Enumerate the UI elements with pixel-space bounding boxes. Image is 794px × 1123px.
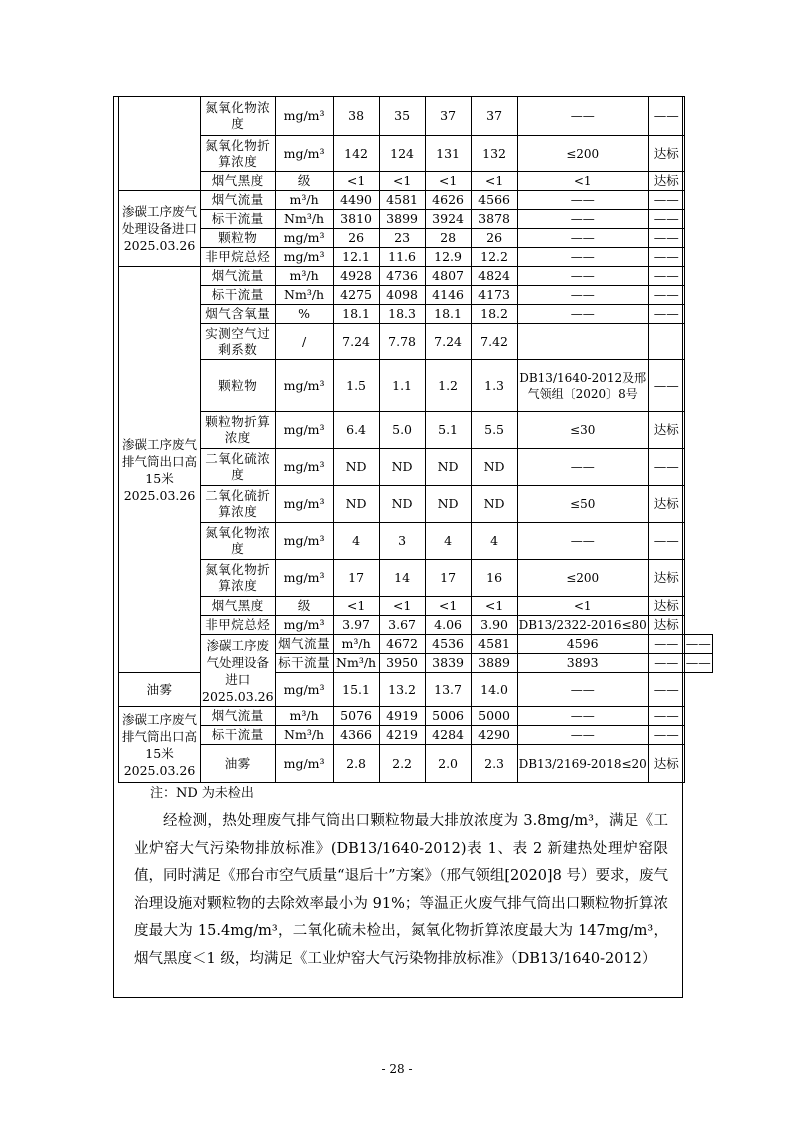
- value-cell: 14.0: [471, 673, 517, 707]
- table-row: [119, 191, 713, 210]
- value-cell: 18.1: [333, 305, 379, 324]
- value-cell: 2.3: [471, 745, 517, 783]
- standard-cell: DB13/2322-2016≤80: [517, 616, 648, 635]
- standard-cell: ——: [517, 210, 648, 229]
- value-cell: 17: [425, 560, 471, 597]
- value-cell: 1.1: [379, 360, 425, 412]
- item-cell: 烟气流量: [201, 707, 276, 726]
- value-cell: 4928: [333, 267, 379, 286]
- unit-cell: m³/h: [275, 191, 333, 210]
- table-body: [119, 97, 713, 783]
- value-cell: 5.0: [379, 412, 425, 449]
- item-cell: 烟气流量: [201, 191, 276, 210]
- item-cell: 颗粒物折算浓度: [201, 412, 276, 449]
- value-cell: 4275: [333, 286, 379, 305]
- result-cell: ——: [648, 248, 684, 267]
- unit-cell: Nm³/h: [275, 726, 333, 745]
- value-cell: 5.1: [425, 412, 471, 449]
- result-cell: ——: [648, 305, 684, 324]
- value-cell: 4807: [425, 267, 471, 286]
- value-cell: 4284: [425, 726, 471, 745]
- value-cell: 131: [425, 136, 471, 172]
- standard-cell: ——: [517, 286, 648, 305]
- result-cell: [648, 324, 684, 360]
- result-cell: 达标: [648, 136, 684, 172]
- value-cell: 4672: [379, 635, 425, 654]
- table-row: [119, 324, 713, 360]
- value-cell: 12.2: [471, 248, 517, 267]
- table-row: [119, 412, 713, 449]
- value-cell: <1: [471, 172, 517, 191]
- value-cell: 11.6: [379, 248, 425, 267]
- item-cell: 实测空气过剩系数: [201, 324, 276, 360]
- value-cell: 7.24: [333, 324, 379, 360]
- value-cell: 3878: [471, 210, 517, 229]
- value-cell: 15.1: [333, 673, 379, 707]
- value-cell: 6.4: [333, 412, 379, 449]
- value-cell: 14: [379, 560, 425, 597]
- table-row: [119, 523, 713, 560]
- result-cell: ——: [648, 267, 684, 286]
- value-cell: 4: [333, 523, 379, 560]
- standard-cell: ——: [517, 707, 648, 726]
- table-row: [119, 97, 713, 136]
- value-cell: 16: [471, 560, 517, 597]
- result-cell: ——: [648, 360, 684, 412]
- unit-cell: mg/m³: [275, 248, 333, 267]
- standard-cell: DB13/1640-2012及邢气领组〔2020〕8号: [517, 360, 648, 412]
- value-cell: 3950: [379, 654, 425, 673]
- item-cell: 烟气流量: [201, 267, 276, 286]
- table-row: [119, 616, 713, 635]
- result-cell: 达标: [648, 172, 684, 191]
- value-cell: <1: [425, 172, 471, 191]
- item-cell: 二氧化硫折算浓度: [201, 486, 276, 523]
- standard-cell: ——: [517, 305, 648, 324]
- item-cell: 非甲烷总烃: [201, 616, 276, 635]
- unit-cell: mg/m³: [275, 97, 333, 136]
- table-row: [119, 560, 713, 597]
- unit-cell: mg/m³: [275, 523, 333, 560]
- standard-cell: ——: [648, 654, 684, 673]
- table-row: [119, 635, 713, 654]
- result-cell: 达标: [648, 560, 684, 597]
- value-cell: 1.5: [333, 360, 379, 412]
- value-cell: 4: [425, 523, 471, 560]
- value-cell: <1: [425, 597, 471, 616]
- value-cell: 4596: [517, 635, 648, 654]
- unit-cell: /: [275, 324, 333, 360]
- value-cell: 5006: [425, 707, 471, 726]
- item-cell: 非甲烷总烃: [201, 248, 276, 267]
- value-cell: 38: [333, 97, 379, 136]
- value-cell: 4098: [379, 286, 425, 305]
- standard-cell: ≤200: [517, 136, 648, 172]
- value-cell: 23: [379, 229, 425, 248]
- standard-cell: ——: [517, 229, 648, 248]
- location-cell: 渗碳工序废气排气筒出口高15米 2025.03.26: [119, 707, 201, 783]
- value-cell: 37: [471, 97, 517, 136]
- table-row: [119, 597, 713, 616]
- unit-cell: mg/m³: [275, 486, 333, 523]
- result-cell: 达标: [648, 616, 684, 635]
- result-cell: ——: [648, 523, 684, 560]
- value-cell: 4173: [471, 286, 517, 305]
- value-cell: 18.3: [379, 305, 425, 324]
- table-row: [119, 267, 713, 286]
- value-cell: 132: [471, 136, 517, 172]
- value-cell: 3.90: [471, 616, 517, 635]
- value-cell: 3924: [425, 210, 471, 229]
- value-cell: 3.67: [379, 616, 425, 635]
- value-cell: ND: [333, 449, 379, 486]
- standard-cell: ≤50: [517, 486, 648, 523]
- result-cell: ——: [648, 286, 684, 305]
- unit-cell: Nm³/h: [333, 654, 379, 673]
- value-cell: 5.5: [471, 412, 517, 449]
- item-cell: 氮氧化物浓度: [201, 97, 276, 136]
- unit-cell: Nm³/h: [275, 286, 333, 305]
- value-cell: ND: [425, 486, 471, 523]
- item-cell: 烟气流量: [275, 635, 333, 654]
- unit-cell: mg/m³: [275, 449, 333, 486]
- value-cell: 3899: [379, 210, 425, 229]
- value-cell: 4536: [425, 635, 471, 654]
- unit-cell: 级: [275, 172, 333, 191]
- page-number: - 28 -: [381, 1062, 413, 1076]
- standard-cell: <1: [517, 172, 648, 191]
- item-cell: 氮氧化物折算浓度: [201, 136, 276, 172]
- item-cell: 颗粒物: [201, 229, 276, 248]
- result-cell: 达标: [648, 486, 684, 523]
- value-cell: 4.06: [425, 616, 471, 635]
- value-cell: 28: [425, 229, 471, 248]
- result-cell: ——: [648, 726, 684, 745]
- standard-cell: ——: [517, 523, 648, 560]
- value-cell: ND: [333, 486, 379, 523]
- value-cell: ND: [471, 486, 517, 523]
- value-cell: 1.2: [425, 360, 471, 412]
- value-cell: 4581: [379, 191, 425, 210]
- value-cell: 7.78: [379, 324, 425, 360]
- table-row: [119, 360, 713, 412]
- value-cell: 5000: [471, 707, 517, 726]
- standard-cell: DB13/2169-2018≤20: [517, 745, 648, 783]
- table-row: [119, 248, 713, 267]
- result-cell: ——: [684, 635, 712, 654]
- value-cell: 3839: [425, 654, 471, 673]
- value-cell: <1: [379, 597, 425, 616]
- location-cell: 渗碳工序废气处理设备进口 2025.03.26: [201, 635, 276, 707]
- item-cell: 标干流量: [201, 210, 276, 229]
- item-cell: 标干流量: [201, 726, 276, 745]
- unit-cell: mg/m³: [275, 412, 333, 449]
- value-cell: 12.9: [425, 248, 471, 267]
- conclusion-paragraph: 经检测，热处理废气排气筒出口颗粒物最大排放浓度为 3.8mg/m³，满足《工业炉窑大气污染物排放标准》(DB13/1640-2012)表 1、表 2 新建热处理炉窑限值，同时满足《邢台市空气质量“退后十”方案》（邢气领组[2020]8 号）要求，废气治理设施对颗粒物的去除效率最小为 91%；等温正火废气排气筒出口颗粒物折算浓度最大为 15.4mg/m³，二氧化硫未检出，氮氧化物折算浓度最大为 147mg/m³，烟气黑度＜1 级，均满足《工业炉窑大气污染物排放标准》（DB13/1640-2012）: [134, 813, 668, 967]
- item-cell: 烟气含氧量: [201, 305, 276, 324]
- monitoring-results-table: [118, 96, 713, 783]
- standard-cell: ——: [517, 673, 648, 707]
- value-cell: 35: [379, 97, 425, 136]
- value-cell: 4824: [471, 267, 517, 286]
- unit-cell: Nm³/h: [275, 210, 333, 229]
- table-row: [119, 229, 713, 248]
- value-cell: 4736: [379, 267, 425, 286]
- table-row: [119, 707, 713, 726]
- standard-cell: ——: [517, 449, 648, 486]
- value-cell: <1: [379, 172, 425, 191]
- item-cell: 烟气黑度: [201, 597, 276, 616]
- value-cell: 17: [333, 560, 379, 597]
- unit-cell: mg/m³: [275, 745, 333, 783]
- result-cell: ——: [648, 449, 684, 486]
- standard-cell: ——: [517, 97, 648, 136]
- value-cell: 2.8: [333, 745, 379, 783]
- item-cell: 烟气黑度: [201, 172, 276, 191]
- value-cell: 3893: [517, 654, 648, 673]
- value-cell: 18.1: [425, 305, 471, 324]
- unit-cell: %: [275, 305, 333, 324]
- value-cell: 37: [425, 97, 471, 136]
- result-cell: ——: [648, 673, 684, 707]
- standard-cell: ——: [648, 635, 684, 654]
- unit-cell: mg/m³: [275, 136, 333, 172]
- result-cell: ——: [648, 707, 684, 726]
- location-cell: [119, 97, 201, 191]
- value-cell: 4146: [425, 286, 471, 305]
- result-cell: ——: [648, 229, 684, 248]
- table-row: [119, 449, 713, 486]
- item-cell: 二氧化硫浓度: [201, 449, 276, 486]
- value-cell: 124: [379, 136, 425, 172]
- location-cell: 渗碳工序废气处理设备进口 2025.03.26: [119, 191, 201, 267]
- unit-cell: mg/m³: [275, 360, 333, 412]
- value-cell: <1: [333, 172, 379, 191]
- item-cell: 标干流量: [275, 654, 333, 673]
- result-cell: 达标: [648, 412, 684, 449]
- table-row: [119, 486, 713, 523]
- value-cell: ND: [471, 449, 517, 486]
- result-cell: 达标: [648, 597, 684, 616]
- unit-cell: mg/m³: [275, 673, 333, 707]
- value-cell: 7.24: [425, 324, 471, 360]
- value-cell: 4: [471, 523, 517, 560]
- unit-cell: m³/h: [275, 267, 333, 286]
- item-cell: 颗粒物: [201, 360, 276, 412]
- standard-cell: ≤30: [517, 412, 648, 449]
- standard-cell: ≤200: [517, 560, 648, 597]
- standard-cell: <1: [517, 597, 648, 616]
- value-cell: 142: [333, 136, 379, 172]
- value-cell: 4366: [333, 726, 379, 745]
- value-cell: 4566: [471, 191, 517, 210]
- unit-cell: m³/h: [333, 635, 379, 654]
- value-cell: 3: [379, 523, 425, 560]
- standard-cell: ——: [517, 191, 648, 210]
- value-cell: 13.2: [379, 673, 425, 707]
- result-cell: ——: [648, 97, 684, 136]
- value-cell: 7.42: [471, 324, 517, 360]
- item-cell: 氮氧化物折算浓度: [201, 560, 276, 597]
- table-row: [119, 726, 713, 745]
- result-cell: ——: [648, 210, 684, 229]
- unit-cell: mg/m³: [275, 229, 333, 248]
- value-cell: 18.2: [471, 305, 517, 324]
- unit-cell: mg/m³: [275, 560, 333, 597]
- value-cell: ND: [379, 449, 425, 486]
- standard-cell: [517, 324, 648, 360]
- value-cell: 12.1: [333, 248, 379, 267]
- item-cell: 标干流量: [201, 286, 276, 305]
- location-cell: 渗碳工序废气排气筒出口高15米 2025.03.26: [119, 267, 201, 673]
- standard-cell: ——: [517, 248, 648, 267]
- result-cell: 达标: [648, 745, 684, 783]
- unit-cell: mg/m³: [275, 616, 333, 635]
- table-row: [119, 172, 713, 191]
- value-cell: 3889: [471, 654, 517, 673]
- value-cell: 1.3: [471, 360, 517, 412]
- value-cell: <1: [333, 597, 379, 616]
- value-cell: 5076: [333, 707, 379, 726]
- value-cell: 3.97: [333, 616, 379, 635]
- value-cell: ND: [425, 449, 471, 486]
- value-cell: 4290: [471, 726, 517, 745]
- result-cell: ——: [648, 191, 684, 210]
- table-row: [119, 305, 713, 324]
- value-cell: 4626: [425, 191, 471, 210]
- item-cell: 氮氧化物浓度: [201, 523, 276, 560]
- value-cell: 2.2: [379, 745, 425, 783]
- value-cell: 2.0: [425, 745, 471, 783]
- value-cell: 13.7: [425, 673, 471, 707]
- value-cell: 4490: [333, 191, 379, 210]
- value-cell: ND: [379, 486, 425, 523]
- value-cell: <1: [471, 597, 517, 616]
- value-cell: 4219: [379, 726, 425, 745]
- value-cell: 4581: [471, 635, 517, 654]
- standard-cell: ——: [517, 267, 648, 286]
- value-cell: 3810: [333, 210, 379, 229]
- unit-cell: m³/h: [275, 707, 333, 726]
- table-row: [119, 286, 713, 305]
- table-row: [119, 745, 713, 783]
- table-row: [119, 210, 713, 229]
- table-row: [119, 136, 713, 172]
- table-note: 注：ND 为未检出: [150, 786, 254, 801]
- standard-cell: ——: [517, 726, 648, 745]
- unit-cell: 级: [275, 597, 333, 616]
- item-cell: 油雾: [119, 673, 201, 707]
- value-cell: 26: [333, 229, 379, 248]
- result-cell: ——: [684, 654, 712, 673]
- value-cell: 26: [471, 229, 517, 248]
- value-cell: 4919: [379, 707, 425, 726]
- item-cell: 油雾: [201, 745, 276, 783]
